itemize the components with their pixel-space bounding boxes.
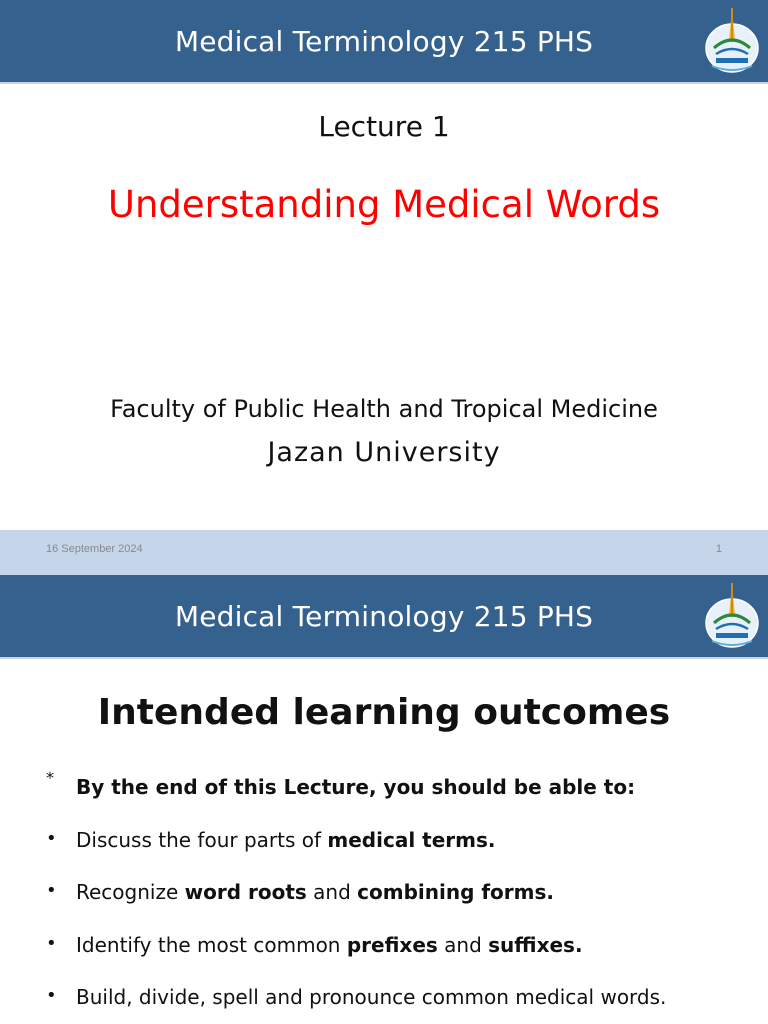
footer-date: 16 September 2024: [46, 543, 143, 555]
bullet-text: [76, 933, 583, 957]
bullet-dot: •: [46, 985, 57, 1006]
slide-footer: [0, 530, 768, 575]
slide-2: [0, 575, 768, 1024]
lecture-subtitle: Understanding Medical Words: [107, 183, 661, 226]
header-title: Medical Terminology 215 PHS: [174, 25, 594, 58]
text-bold: combining forms.: [357, 880, 555, 904]
text-plain: and: [306, 880, 358, 904]
text-plain: Build, divide, spell and pronounce common medical words.: [76, 985, 667, 1009]
bullet-text: [76, 985, 666, 1009]
header-title: Medical Terminology 215 PHS: [174, 600, 594, 633]
bullet-text: [76, 880, 554, 904]
text-bold: prefixes: [346, 932, 438, 957]
faculty-name: Faculty of Public Health and Tropical Medicine: [110, 395, 658, 423]
university-logo: [704, 579, 760, 653]
text-plain: Discuss the four parts of: [76, 827, 328, 852]
list-item: [0, 923, 768, 976]
text-plain: and: [437, 932, 489, 957]
slide-header: [0, 575, 768, 659]
asterisk-bullet: *: [46, 768, 54, 787]
university-logo: [704, 4, 760, 78]
lecture-number: Lecture 1: [318, 110, 450, 143]
university-name: Jazan University: [267, 437, 501, 468]
slide-header: [0, 0, 768, 84]
slide-title: Intended learning outcomes: [97, 692, 671, 733]
page-number: 1: [715, 543, 722, 555]
intro-text: [76, 775, 635, 799]
bullet-text: [76, 828, 495, 852]
outcomes-list: [0, 765, 768, 1024]
list-item: [0, 818, 768, 871]
list-item: [0, 765, 768, 818]
list-item: [0, 975, 768, 1024]
text-plain: Identify the most common: [76, 932, 347, 957]
bullet-dot: •: [46, 827, 57, 849]
text-plain: Recognize: [76, 880, 185, 904]
bullet-dot: •: [46, 932, 57, 954]
intro-bold: By the end of this Lecture, you should be able to:: [76, 775, 636, 799]
bullet-dot: •: [46, 880, 57, 901]
list-item: [0, 870, 768, 923]
text-bold: suffixes.: [488, 932, 583, 957]
text-bold: medical terms.: [327, 827, 496, 852]
text-bold: word roots: [184, 880, 307, 904]
